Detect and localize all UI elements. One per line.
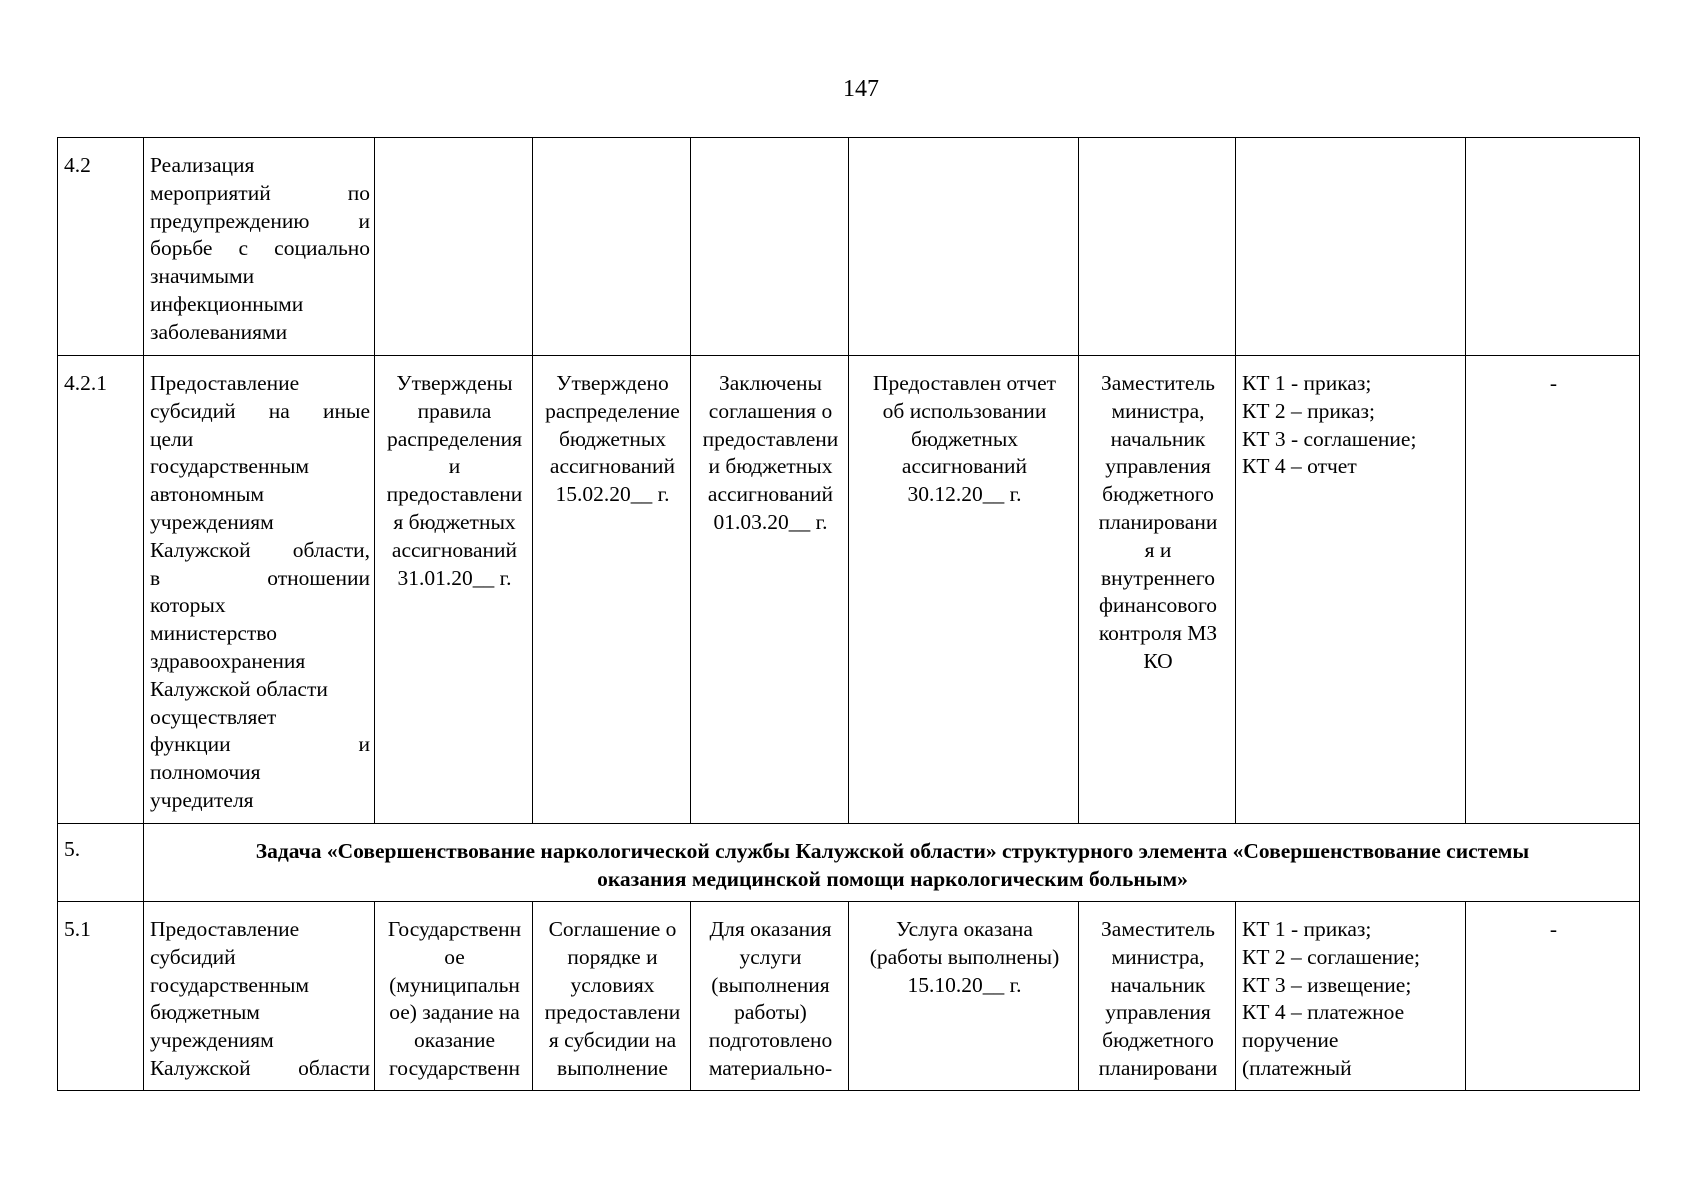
text-line: КТ 1 - приказ; [1242, 371, 1372, 395]
text-line: материально- [708, 1055, 833, 1080]
control-point-4-cell [849, 902, 1079, 1091]
text-line: поручение [1242, 1028, 1339, 1053]
text-line: в отношении [150, 565, 370, 590]
text-line: которых [150, 593, 226, 618]
event-name-cell [144, 902, 375, 1091]
task-heading [144, 824, 1640, 902]
text-line: КТ 3 - соглашение; [1242, 426, 1417, 451]
table-row [58, 138, 1640, 356]
text-line: Услуга оказана [896, 917, 1033, 941]
text-line: бюджетных [558, 426, 667, 451]
empty-cell [849, 138, 1079, 356]
control-point-1-cell [375, 902, 533, 1091]
text-line: министерство [150, 621, 278, 646]
text-line: заболеваниями [150, 319, 288, 344]
text-line: распределение [545, 398, 680, 423]
text-line: мероприятий по [150, 180, 370, 205]
page-number: 147 [843, 76, 879, 102]
text-line: (выполнения [711, 972, 830, 997]
control-point-1-cell [375, 356, 533, 824]
empty-cell [533, 138, 691, 356]
text-line: (муниципальн [389, 972, 520, 997]
control-point-2-cell [533, 356, 691, 824]
text-line: Утверждены [396, 371, 513, 395]
text-line: управления [1105, 1000, 1211, 1025]
text-line: предоставлени [544, 1000, 681, 1025]
text-line: порядке и [567, 944, 658, 969]
text-line: предупреждению и [150, 208, 370, 233]
text-line: КТ 4 – отчет [1242, 454, 1357, 479]
control-points-table [57, 137, 1640, 1091]
text-line: бюджетного [1102, 482, 1214, 507]
text-line: правила [417, 398, 492, 423]
text-line: Заместитель [1101, 371, 1215, 395]
text-line: предоставлени [386, 482, 523, 507]
text-line: ассигнований [707, 482, 834, 507]
text-line: КТ 3 – извещение; [1242, 972, 1412, 997]
text-line: КТ 2 – соглашение; [1242, 944, 1421, 969]
text-line: (платежный [1242, 1055, 1352, 1080]
text-line: Калужской области [150, 1055, 370, 1080]
table-row [58, 902, 1640, 1091]
text-line: начальник [1110, 426, 1206, 451]
text-line: Задача «Совершенствование наркологической службы Калужской области» структурного элемента «Совершенствование системы [255, 839, 1530, 863]
table-row [58, 824, 1640, 902]
text-line: и [448, 454, 461, 479]
text-line: КТ 4 – платежное [1242, 1000, 1405, 1025]
text-line: Реализация [150, 153, 255, 177]
text-line: контроля МЗ [1098, 621, 1218, 646]
text-line: (работы выполнены) [869, 944, 1060, 969]
text-line: планировани [1098, 509, 1218, 534]
text-line: учреждениям [150, 509, 274, 534]
text-line: Калужской области [150, 676, 328, 701]
text-line: КТ 1 - приказ; [1242, 917, 1372, 941]
text-line: 15.10.20__ г. [907, 972, 1022, 997]
empty-cell [375, 138, 533, 356]
text-line: ассигнований [391, 537, 518, 562]
text-line: финансового [1098, 593, 1218, 618]
text-line: государственным [150, 972, 310, 997]
text-line: Заключены [718, 371, 823, 395]
document-type-cell [1236, 902, 1466, 1091]
text-line: соглашения о [708, 398, 833, 423]
text-line: Для оказания [709, 917, 832, 941]
text-line: министра, [1111, 944, 1205, 969]
text-line: ое [444, 944, 465, 969]
text-line: Заместитель [1101, 917, 1215, 941]
text-line: бюджетного [1102, 1028, 1214, 1053]
text-line: Предоставлен отчет [872, 371, 1057, 395]
event-name-cell [144, 356, 375, 824]
empty-cell [691, 138, 849, 356]
text-line: 30.12.20__ г. [907, 482, 1022, 507]
text-line: 31.01.20__ г. [397, 565, 512, 590]
text-line: я субсидии на [548, 1028, 677, 1053]
text-line: я бюджетных [393, 509, 516, 534]
control-point-4-cell [849, 356, 1079, 824]
text-line: Соглашение о [548, 917, 677, 941]
text-line: предоставлени [702, 426, 839, 451]
text-line: борьбе с социально [150, 236, 370, 261]
text-line: 01.03.20__ г. [713, 509, 828, 534]
empty-cell [1466, 138, 1640, 356]
text-line: государственным [150, 454, 310, 479]
text-line: субсидий на иные [150, 398, 370, 423]
table-row [58, 356, 1640, 824]
text-line: КО [1143, 648, 1173, 673]
dash-cell: - [1466, 356, 1640, 824]
text-line: цели [150, 426, 194, 451]
text-line: субсидий [150, 944, 236, 969]
text-line: об использовании [882, 398, 1047, 423]
responsible-cell [1079, 356, 1236, 824]
text-line: внутреннего [1101, 565, 1215, 590]
text-line: выполнение [557, 1055, 668, 1080]
text-line: распределения [386, 426, 522, 451]
text-line: условиях [570, 972, 655, 997]
row-number: 5. [58, 824, 144, 902]
text-line: значимыми [150, 264, 255, 289]
text-line: бюджетных [910, 426, 1019, 451]
event-name-cell [144, 138, 375, 356]
text-line: начальник [1110, 972, 1206, 997]
text-line: Предоставление [150, 371, 300, 395]
text-line: подготовлено [708, 1028, 833, 1053]
text-line: здравоохранения [150, 648, 306, 673]
row-number: 5.1 [58, 902, 144, 1091]
text-line: автономным [150, 482, 265, 507]
control-point-3-cell [691, 902, 849, 1091]
text-line: оказание [413, 1028, 495, 1053]
empty-cell [1236, 138, 1466, 356]
text-line: управления [1105, 454, 1211, 479]
text-line: Предоставление [150, 917, 300, 941]
text-line: учреждениям [150, 1028, 274, 1053]
text-line: государственн [389, 1055, 520, 1080]
text-line: функции и [150, 732, 370, 757]
control-point-3-cell [691, 356, 849, 824]
text-line: Калужской области, [150, 537, 370, 562]
text-line: осуществляет [150, 704, 277, 729]
text-line: бюджетным [150, 1000, 260, 1025]
text-line: учредителя [150, 787, 254, 812]
text-line: я и [1144, 537, 1172, 562]
text-line: оказания медицинской помощи наркологическим больным» [597, 866, 1188, 891]
text-line: ассигнований [549, 454, 676, 479]
text-line: планировани [1098, 1055, 1218, 1080]
empty-cell [1079, 138, 1236, 356]
text-line: КТ 2 – приказ; [1242, 398, 1375, 423]
text-line: услуги [739, 944, 802, 969]
dash-cell: - [1466, 902, 1640, 1091]
control-point-2-cell [533, 902, 691, 1091]
responsible-cell [1079, 902, 1236, 1091]
row-number: 4.2 [58, 138, 144, 356]
row-number: 4.2.1 [58, 356, 144, 824]
text-line: инфекционными [150, 291, 304, 316]
text-line: 15.02.20__ г. [555, 482, 670, 507]
document-type-cell [1236, 356, 1466, 824]
text-line: работы) [734, 1000, 807, 1025]
text-line: и бюджетных [708, 454, 833, 479]
text-line: министра, [1111, 398, 1205, 423]
text-line: Утверждено [556, 371, 669, 395]
text-line: ассигнований [901, 454, 1028, 479]
text-line: Государственн [387, 917, 522, 941]
text-line: ое) задание на [389, 1000, 520, 1025]
text-line: полномочия [150, 760, 261, 785]
